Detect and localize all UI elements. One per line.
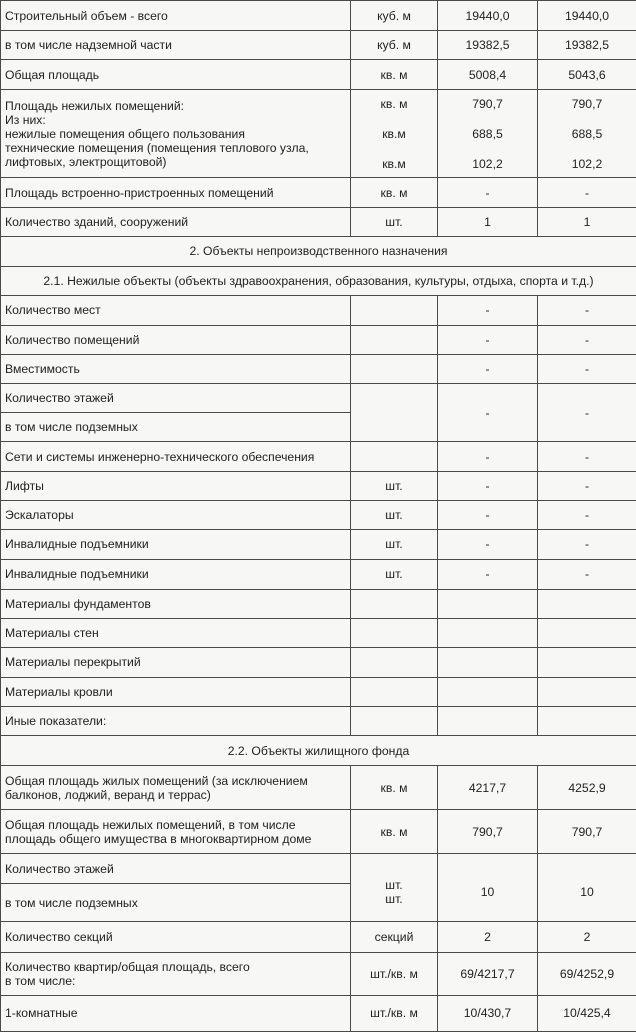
row-label: Инвалидные подъемники — [1, 530, 351, 559]
table-row — [1, 559, 636, 589]
row-unit: кв. м — [351, 178, 438, 207]
row-unit — [351, 442, 438, 472]
row-value-actual: 4252,9 — [538, 766, 636, 810]
value-line: 790,7 — [542, 97, 632, 127]
row-value-project — [438, 706, 538, 735]
row-value-actual — [538, 706, 636, 735]
table-row — [1, 472, 636, 501]
value-line: 688,5 — [442, 127, 533, 157]
row-label: Материалы стен — [1, 618, 351, 647]
row-label: Материалы перекрытий — [1, 647, 351, 677]
row-value-actual — [538, 647, 636, 677]
row-value-project: 1 — [438, 207, 538, 236]
row-value-project — [438, 647, 538, 677]
row-label: Материалы фундаментов — [1, 589, 351, 618]
label-line: в том числе: — [5, 974, 346, 988]
row-unit: шт. — [351, 207, 438, 236]
row-label: в том числе подземных — [1, 413, 351, 442]
row-value-actual: - — [538, 442, 636, 472]
table-row — [1, 60, 636, 90]
row-value-actual: 10/425,4 — [538, 995, 636, 1031]
row-unit: кв. м — [351, 810, 438, 854]
row-value-actual: - — [538, 354, 636, 383]
row-label: Сети и системы инженерно-технического обеспечения — [1, 442, 351, 472]
row-unit: шт./кв. м — [351, 995, 438, 1031]
table-row — [1, 530, 636, 559]
row-value-project: 5008,4 — [438, 60, 538, 90]
label-line: лифтовых, электрощитовой) — [5, 155, 346, 169]
row-value-project: - — [438, 384, 538, 442]
row-unit: шт. — [351, 501, 438, 530]
row-value-actual: - — [538, 501, 636, 530]
table-row — [1, 922, 636, 952]
table-row — [1, 501, 636, 530]
row-value-project: 4217,7 — [438, 766, 538, 810]
table-row — [1, 354, 636, 383]
table-row — [1, 677, 636, 706]
row-label: Эскалаторы — [1, 501, 351, 530]
row-label: в том числе надземной части — [1, 31, 351, 60]
row-value-project: - — [438, 354, 538, 383]
label-line: нежилые помещения общего пользования — [5, 127, 346, 141]
row-value-project: - — [438, 559, 538, 589]
row-label: Вместимость — [1, 354, 351, 383]
section-heading: 2. Объекты непроизводственного назначения — [1, 236, 636, 266]
row-value-project: - — [438, 530, 538, 559]
unit-line: шт. — [355, 878, 433, 892]
row-label: Количество мест — [1, 295, 351, 325]
row-unit: кв. м — [351, 766, 438, 810]
label-line: технические помещения (помещения теплового узла, — [5, 141, 346, 155]
row-value-actual: - — [538, 325, 636, 354]
table-row — [1, 810, 636, 854]
row-label: Количество секций — [1, 922, 351, 952]
row-value-project: 10 — [438, 854, 538, 922]
table-row — [1, 952, 636, 995]
row-label: Общая площадь — [1, 60, 351, 90]
subsection-heading: 2.2. Объекты жилищного фонда — [1, 735, 636, 765]
row-label: Инвалидные подъемники — [1, 559, 351, 589]
row-unit: секций — [351, 922, 438, 952]
row-value-project: - — [438, 325, 538, 354]
label-line: Из них: — [5, 113, 346, 127]
row-label: Иные показатели: — [1, 706, 351, 735]
unit-line: кв.м — [355, 157, 433, 171]
table-row-floors — [1, 854, 636, 884]
row-unit — [351, 384, 438, 442]
table-row — [1, 1, 636, 31]
row-unit — [351, 706, 438, 735]
row-unit: шт. — [351, 559, 438, 589]
row-values-actual-stack — [538, 90, 636, 178]
row-unit — [351, 325, 438, 354]
row-value-actual — [538, 589, 636, 618]
row-label: Материалы кровли — [1, 677, 351, 706]
row-value-project: 10/430,7 — [438, 995, 538, 1031]
row-value-actual — [538, 618, 636, 647]
unit-line: кв. м — [355, 97, 433, 127]
row-value-project: - — [438, 501, 538, 530]
table-row-floors — [1, 384, 636, 413]
row-value-project: 2 — [438, 922, 538, 952]
row-unit — [351, 354, 438, 383]
table-row-nonresidential — [1, 90, 636, 178]
row-value-project — [438, 589, 538, 618]
table-row — [1, 178, 636, 207]
row-value-project: - — [438, 442, 538, 472]
value-line: 102,2 — [542, 157, 632, 171]
row-label: Лифты — [1, 472, 351, 501]
section-row — [1, 266, 636, 295]
row-label: в том числе подземных — [1, 884, 351, 922]
row-value-actual: 5043,6 — [538, 60, 636, 90]
row-value-project: 69/4217,7 — [438, 952, 538, 995]
row-value-project: 790,7 — [438, 810, 538, 854]
row-label-multiline — [1, 766, 351, 810]
row-value-project: - — [438, 295, 538, 325]
row-unit — [351, 589, 438, 618]
row-values-project-stack — [438, 90, 538, 178]
table-row — [1, 706, 636, 735]
table-row — [1, 31, 636, 60]
label-line: Общая площадь нежилых помещений, в том числе — [5, 818, 346, 832]
row-label: Количество помещений — [1, 325, 351, 354]
row-label: Количество этажей — [1, 854, 351, 884]
row-unit — [351, 677, 438, 706]
row-label-multiline — [1, 810, 351, 854]
row-value-actual — [538, 677, 636, 706]
table-row — [1, 618, 636, 647]
value-line: 790,7 — [442, 97, 533, 127]
row-label-multiline — [1, 952, 351, 995]
unit-line: кв.м — [355, 127, 433, 157]
row-value-project — [438, 677, 538, 706]
table-row — [1, 589, 636, 618]
row-units-stack — [351, 90, 438, 178]
row-unit — [351, 647, 438, 677]
row-unit: куб. м — [351, 1, 438, 31]
table-row — [1, 325, 636, 354]
table-row — [1, 442, 636, 472]
row-label-multiline — [1, 90, 351, 178]
label-line: Площадь нежилых помещений: — [5, 99, 346, 113]
subsection-heading: 2.1. Нежилые объекты (объекты здравоохранения, образования, культуры, отдыха, спорта и т.д.) — [1, 266, 636, 295]
table-row — [1, 207, 636, 236]
row-value-actual: 69/4252,9 — [538, 952, 636, 995]
row-value-actual: 10 — [538, 854, 636, 922]
row-unit: шт./кв. м — [351, 952, 438, 995]
value-line: 102,2 — [442, 157, 533, 171]
row-unit — [351, 618, 438, 647]
section-row — [1, 236, 636, 266]
row-value-project: 19440,0 — [438, 1, 538, 31]
value-line: 688,5 — [542, 127, 632, 157]
row-value-actual: - — [538, 178, 636, 207]
row-value-project: 19382,5 — [438, 31, 538, 60]
label-line: Общая площадь жилых помещений (за исключением — [5, 774, 346, 788]
row-label: Количество зданий, сооружений — [1, 207, 351, 236]
unit-line: шт. — [355, 892, 433, 906]
label-line: балконов, лоджий, веранд и террас) — [5, 788, 346, 802]
table-row — [1, 647, 636, 677]
row-label: Строительный объем - всего — [1, 1, 351, 31]
table-row — [1, 995, 636, 1031]
row-value-actual: - — [538, 530, 636, 559]
row-unit: шт. — [351, 472, 438, 501]
row-value-actual: - — [538, 295, 636, 325]
row-value-project — [438, 618, 538, 647]
row-value-project: - — [438, 472, 538, 501]
section-row — [1, 735, 636, 765]
row-units-stack — [351, 854, 438, 922]
table-row — [1, 295, 636, 325]
row-value-actual: - — [538, 384, 636, 442]
row-label: 1-комнатные — [1, 995, 351, 1031]
row-label: Количество этажей — [1, 384, 351, 413]
row-value-actual: 1 — [538, 207, 636, 236]
row-value-actual: 19440,0 — [538, 1, 636, 31]
table-row — [1, 766, 636, 810]
row-value-project: - — [438, 178, 538, 207]
row-value-actual: - — [538, 559, 636, 589]
row-unit: шт. — [351, 530, 438, 559]
row-unit: куб. м — [351, 31, 438, 60]
label-line: площадь общего имущества в многоквартирном доме — [5, 832, 346, 846]
row-unit — [351, 295, 438, 325]
row-value-actual: 19382,5 — [538, 31, 636, 60]
row-unit: кв. м — [351, 60, 438, 90]
row-value-actual: 790,7 — [538, 810, 636, 854]
row-value-actual: - — [538, 472, 636, 501]
label-line: Количество квартир/общая площадь, всего — [5, 960, 346, 974]
row-value-actual: 2 — [538, 922, 636, 952]
row-label: Площадь встроенно-пристроенных помещений — [1, 178, 351, 207]
